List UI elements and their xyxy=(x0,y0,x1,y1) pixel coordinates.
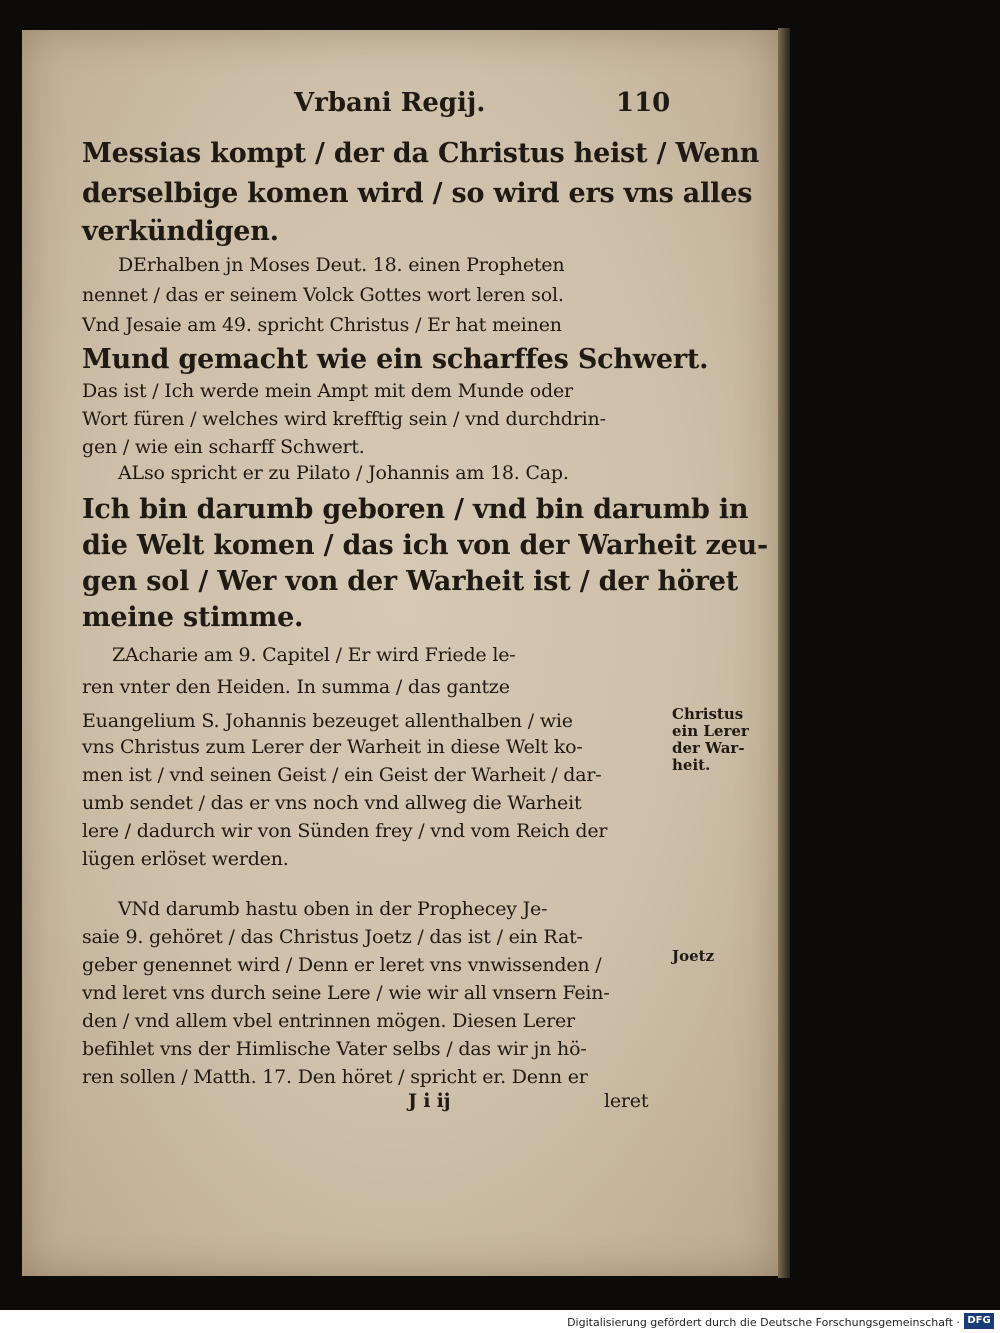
running-title: Vrbani Regij. xyxy=(294,88,486,118)
text-line: derselbige komen wird / so wird ers vns alles xyxy=(82,178,753,209)
margin-note: Joetz xyxy=(672,947,715,965)
text-line: ren vnter den Heiden. In summa / das gantze xyxy=(82,676,510,698)
funding-notice: Digitalisierung gefördert durch die Deutsche Forschungsgemeinschaft · xyxy=(567,1316,960,1329)
text-line: Ich bin darumb geboren / vnd bin darumb in xyxy=(82,494,749,525)
text-line: ZAcharie am 9. Capitel / Er wird Friede le- xyxy=(112,644,516,666)
text-line: vnd leret vns durch seine Lere / wie wir all vnsern Fein- xyxy=(82,982,610,1004)
text-line: geber genennet wird / Denn er leret vns vnwissenden / xyxy=(82,954,602,976)
dfg-logo: DFG xyxy=(964,1313,994,1329)
text-line: Vnd Jesaie am 49. spricht Christus / Er hat meinen xyxy=(82,314,562,336)
text-line: Das ist / Ich werde mein Ampt mit dem Munde oder xyxy=(82,380,573,402)
text-line: den / vnd allem vbel entrinnen mögen. Diesen Lerer xyxy=(82,1010,575,1032)
text-line: men ist / vnd seinen Geist / ein Geist der Warheit / dar- xyxy=(82,764,602,786)
text-line: Wort füren / welches wird krefftig sein / vnd durchdrin- xyxy=(82,408,606,430)
text-line: lere / dadurch wir von Sünden frey / vnd vom Reich der xyxy=(82,820,608,842)
text-line: gen / wie ein scharff Schwert. xyxy=(82,436,365,458)
text-line: nennet / das er seinem Volck Gottes wort leren sol. xyxy=(82,284,564,306)
catchword: leret xyxy=(604,1090,649,1112)
text-line: die Welt komen / das ich von der Warheit zeu- xyxy=(82,530,768,561)
signature-mark: J i ij xyxy=(408,1090,451,1112)
text-line: ren sollen / Matth. 17. Den höret / spricht er. Denn er xyxy=(82,1066,588,1088)
text-line: ALso spricht er zu Pilato / Johannis am 18. Cap. xyxy=(118,462,569,484)
text-line: saie 9. gehöret / das Christus Joetz / das ist / ein Rat- xyxy=(82,926,583,948)
page-edge xyxy=(778,28,790,1278)
text-line: Mund gemacht wie ein scharffes Schwert. xyxy=(82,344,709,375)
text-line: verkündigen. xyxy=(82,216,279,247)
text-line: gen sol / Wer von der Warheit ist / der höret xyxy=(82,566,738,597)
margin-note: Christus ein Lerer der War- heit. xyxy=(672,705,749,774)
text-line: VNd darumb hastu oben in der Prophecey Je- xyxy=(118,898,548,920)
text-line: meine stimme. xyxy=(82,602,304,633)
text-line: befihlet vns der Himlische Vater selbs / das wir jn hö- xyxy=(82,1038,587,1060)
text-line: vns Christus zum Lerer der Warheit in diese Welt ko- xyxy=(82,736,583,758)
text-line: Messias kompt / der da Christus heist / Wenn xyxy=(82,138,760,169)
book-page xyxy=(22,30,778,1276)
text-line: DErhalben jn Moses Deut. 18. einen Propheten xyxy=(118,254,565,276)
text-line: umb sendet / das er vns noch vnd allweg die Warheit xyxy=(82,792,582,814)
text-line: Euangelium S. Johannis bezeuget allenthalben / wie xyxy=(82,710,573,732)
page-number: 110 xyxy=(616,88,671,118)
text-line: lügen erlöset werden. xyxy=(82,848,289,870)
